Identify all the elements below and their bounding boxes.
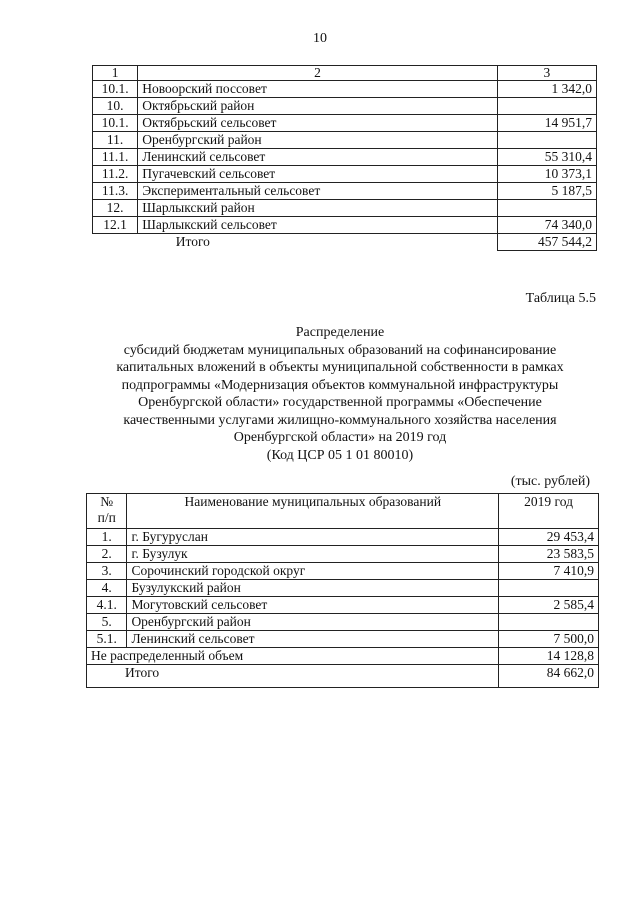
table-row (93, 98, 597, 115)
table-row (93, 200, 597, 217)
row-number: 12.1 (93, 217, 138, 234)
row-value: 14 951,7 (497, 115, 596, 132)
header-col-3: 3 (497, 66, 596, 81)
row-number: 11. (93, 132, 138, 149)
row-value: 55 310,4 (497, 149, 596, 166)
header-col-2: 2 (138, 66, 498, 81)
units-label: (тыс. рублей) (510, 474, 590, 489)
total-label: Итого (138, 234, 498, 251)
row-name: Октябрьский район (138, 98, 498, 115)
header-col-1: 1 (93, 66, 138, 81)
table-row (93, 81, 597, 98)
row-name: Новоорский поссовет (138, 81, 498, 98)
row-name: г. Бузулук (127, 546, 499, 563)
row-value (499, 614, 599, 631)
row-value (497, 98, 596, 115)
row-number: 3. (87, 563, 127, 580)
row-name: Ленинский сельсовет (127, 631, 499, 648)
total-empty (93, 234, 138, 251)
row-value: 74 340,0 (497, 217, 596, 234)
undistributed-label: Не распределенный объем (87, 648, 499, 665)
table-row (87, 614, 599, 631)
row-name: Оренбургский район (138, 132, 498, 149)
title-line: Распределение (295, 325, 385, 340)
subsidy-distribution-table (86, 493, 599, 688)
undistributed-row (87, 648, 599, 665)
table-row (93, 217, 597, 234)
title-line: Оренбургской области» на 2019 год (233, 430, 447, 445)
row-name: Шарлыкский сельсовет (138, 217, 498, 234)
row-value: 23 583,5 (499, 546, 599, 563)
table-continuation (92, 65, 597, 251)
row-value: 7 500,0 (499, 631, 599, 648)
title-line: качественными услугами жилищно-коммунального хозяйства населения (123, 412, 557, 428)
table-row (87, 563, 599, 580)
table-header-row (87, 494, 599, 529)
row-number: 5.1. (87, 631, 127, 648)
table-header-row (93, 66, 597, 81)
row-number: 4. (87, 580, 127, 597)
row-value: 7 410,9 (499, 563, 599, 580)
row-name: Шарлыкский район (138, 200, 498, 217)
header-year: 2019 год (499, 494, 599, 529)
header-num (87, 494, 127, 529)
row-name: Октябрьский сельсовет (138, 115, 498, 132)
row-value: 10 373,1 (497, 166, 596, 183)
total-value: 457 544,2 (497, 234, 596, 251)
row-value (499, 580, 599, 597)
row-number: 2. (87, 546, 127, 563)
title-line: (Код ЦСР 05 1 01 80010) (266, 447, 414, 463)
table-caption: Таблица 5.5 (525, 291, 596, 306)
row-number: 5. (87, 614, 127, 631)
title-line: субсидий бюджетам муниципальных образований на софинансирование (123, 342, 557, 358)
table-row (93, 149, 597, 166)
table-row (93, 132, 597, 149)
row-number: 11.2. (93, 166, 138, 183)
row-name: Оренбургский район (127, 614, 499, 631)
total-row (87, 665, 599, 688)
table-row (87, 529, 599, 546)
row-value: 5 187,5 (497, 183, 596, 200)
row-name: Могутовский сельсовет (127, 597, 499, 614)
row-number: 11.1. (93, 149, 138, 166)
title-line: капитальных вложений в объекты муниципальной собственности в рамках (116, 360, 564, 375)
total-row (93, 234, 597, 251)
header-num-line1: № (100, 494, 114, 509)
row-number: 1. (87, 529, 127, 546)
row-number: 10.1. (93, 81, 138, 98)
row-number: 11.3. (93, 183, 138, 200)
table-row (93, 115, 597, 132)
total-label: Итого (87, 665, 499, 688)
row-name: Сорочинский городской округ (127, 563, 499, 580)
row-name: Пугачевский сельсовет (138, 166, 498, 183)
table-title (70, 324, 610, 464)
header-name: Наименование муниципальных образований (127, 494, 499, 529)
row-value: 29 453,4 (499, 529, 599, 546)
table-row (87, 597, 599, 614)
row-number: 10.1. (93, 115, 138, 132)
header-num-line2: п/п (97, 510, 116, 525)
table-row (87, 580, 599, 597)
undistributed-value: 14 128,8 (499, 648, 599, 665)
row-number: 10. (93, 98, 138, 115)
row-name: г. Бугуруслан (127, 529, 499, 546)
row-value: 1 342,0 (497, 81, 596, 98)
row-value (497, 132, 596, 149)
total-value: 84 662,0 (499, 665, 599, 688)
row-name: Ленинский сельсовет (138, 149, 498, 166)
row-name: Экспериментальный сельсовет (138, 183, 498, 200)
table-row (87, 631, 599, 648)
row-value: 2 585,4 (499, 597, 599, 614)
title-line: подпрограммы «Модернизация объектов коммунальной инфраструктуры (121, 377, 559, 393)
page-number: 10 (313, 31, 327, 46)
table-row (93, 183, 597, 200)
row-number: 12. (93, 200, 138, 217)
row-value (497, 200, 596, 217)
table-row (87, 546, 599, 563)
table-row (93, 166, 597, 183)
row-number: 4.1. (87, 597, 127, 614)
row-name: Бузулукский район (127, 580, 499, 597)
title-line: Оренбургской области» государственной программы «Обеспечение (138, 395, 542, 410)
